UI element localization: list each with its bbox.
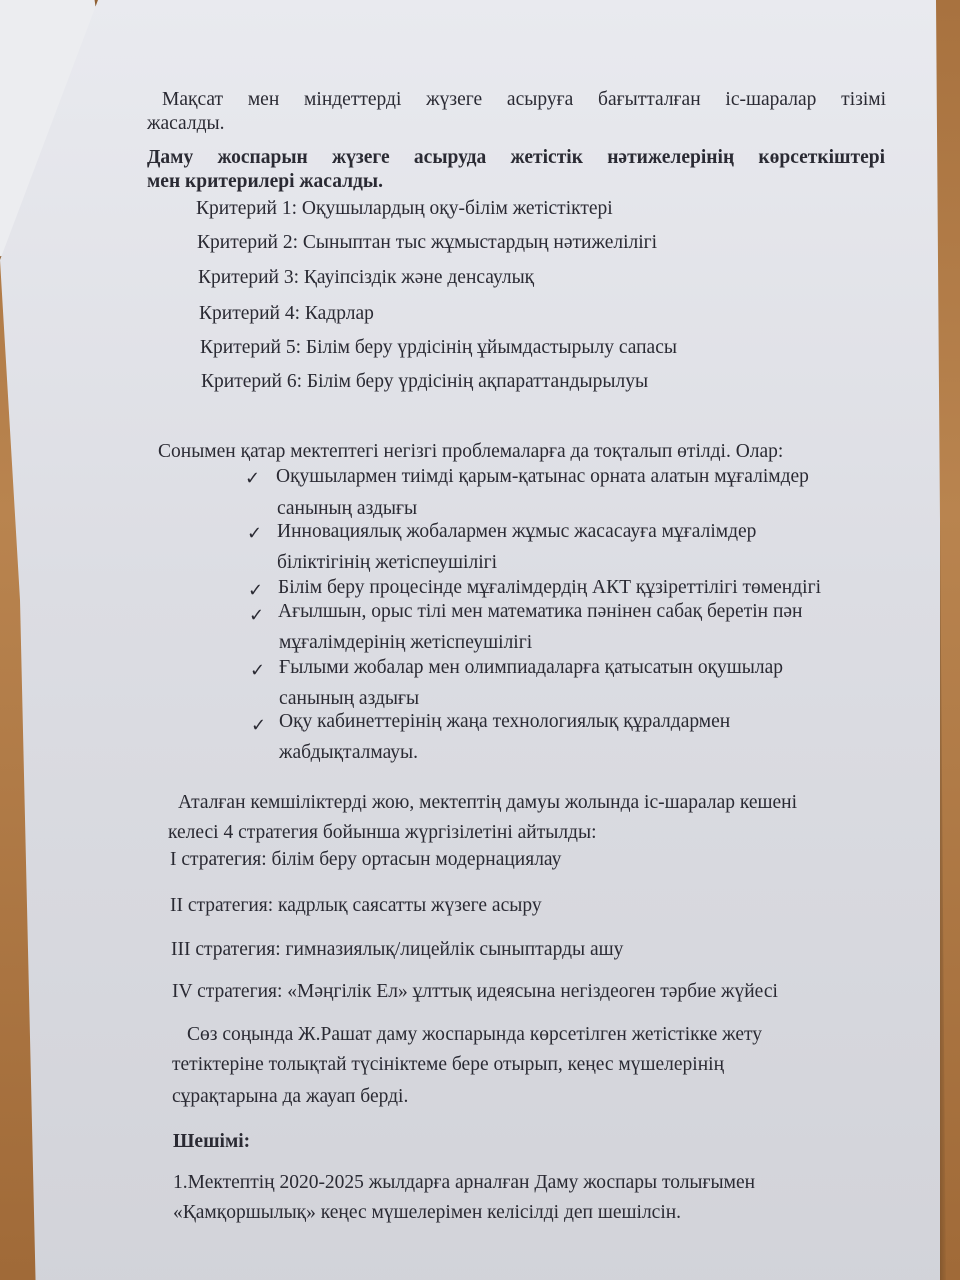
conclusion-line-2: тетіктеріне толықтай түсініктеме бере отырып, кеңес мүшелерінің	[172, 1054, 724, 1075]
problem-item-line: санының аздығы	[279, 688, 420, 709]
problem-item-line: Білім беру процесінде мұғалімдердің АКТ құзіреттілігі төмендігі	[278, 577, 821, 598]
check-mark-icon: ✓	[247, 523, 263, 544]
criterion-item: Критерий 4: Кадрлар	[199, 303, 374, 324]
problem-item-line: Ағылшын, орыс тілі мен математика пәнінен сабақ беретін пән	[278, 601, 803, 622]
intro-line-2: жасалды.	[147, 113, 225, 134]
strategy-intro-line-1: Аталған кемшіліктерді жою, мектептің дамуы жолында іс-шаралар кешені	[178, 792, 798, 813]
check-mark-icon: ✓	[248, 580, 264, 601]
intro-line-1: Мақсат мен міндеттерді жүзеге асыруға бағытталған іс-шаралар тізімі	[162, 89, 886, 110]
criterion-item: Критерий 2: Сыныптан тыс жұмыстардың нәтижелілігі	[197, 232, 658, 253]
heading-line-1: Даму жоспарын жүзеге асыруда жетістік нәтижелерінің көрсеткіштері	[147, 147, 885, 168]
check-mark-icon: ✓	[250, 660, 266, 681]
conclusion-line-3: сұрақтарына да жауап берді.	[172, 1086, 409, 1107]
strategy-item: IV стратегия: «Мәңгілік Ел» ұлттық идеясына негіздеоген тәрбие жүйесі	[172, 981, 778, 1002]
check-mark-icon: ✓	[245, 468, 261, 489]
problems-intro: Сонымен қатар мектептегі негізгі проблемаларға да тоқталып өтілді. Олар:	[158, 441, 784, 462]
problem-item-line: біліктігінің жетіспеушілігі	[277, 552, 498, 573]
criterion-item: Критерий 5: Білім беру үрдісінің ұйымдастырылу сапасы	[200, 337, 677, 358]
problem-item-line: Ғылыми жобалар мен олимпиадаларға қатысатын оқушылар	[279, 657, 784, 678]
strategy-intro-line-2: келесі 4 стратегия бойынша жүргізілетіні айтылды:	[168, 822, 597, 843]
heading-line-2: мен критерилері жасалды.	[147, 171, 384, 192]
decision-title: Шешімі:	[173, 1131, 251, 1152]
problem-item-line: жабдықталмауы.	[279, 742, 418, 763]
decision-line-2: «Қамқоршылық» кеңес мүшелерімен келісілді деп шешілсін.	[173, 1202, 682, 1223]
check-mark-icon: ✓	[249, 605, 265, 626]
problem-item-line: Оқу кабинеттерінің жаңа технологиялық құралдармен	[279, 711, 731, 732]
strategy-item: II стратегия: кадрлық саясатты жүзеге асыру	[170, 895, 542, 916]
problem-item-line: Инновациялық жобалармен жұмыс жасасауға мұғалімдер	[277, 521, 757, 542]
decision-line-1: 1.Мектептің 2020-2025 жылдарға арналған Даму жоспары толығымен	[173, 1172, 756, 1193]
problem-item-line: санының аздығы	[277, 498, 418, 519]
strategy-item: I стратегия: білім беру ортасын модернациялау	[170, 849, 562, 870]
criterion-item: Критерий 3: Қауіпсіздік және денсаулық	[198, 267, 535, 288]
strategy-item: III стратегия: гимназиялық/лицейлік сыныптарды ашу	[171, 939, 624, 960]
problem-item-line: Оқушылармен тиімді қарым-қатынас орната алатын мұғалімдер	[276, 466, 809, 487]
check-mark-icon: ✓	[251, 715, 267, 736]
conclusion-line-1: Сөз соңында Ж.Рашат даму жоспарында көрсетілген жетістікке жету	[187, 1024, 763, 1045]
criterion-item: Критерий 1: Оқушылардың оқу-білім жетістіктері	[196, 198, 613, 219]
criterion-item: Критерий 6: Білім беру үрдісінің ақпараттандырылуы	[201, 371, 649, 392]
problem-item-line: мұғалімдерінің жетіспеушілігі	[279, 632, 533, 653]
